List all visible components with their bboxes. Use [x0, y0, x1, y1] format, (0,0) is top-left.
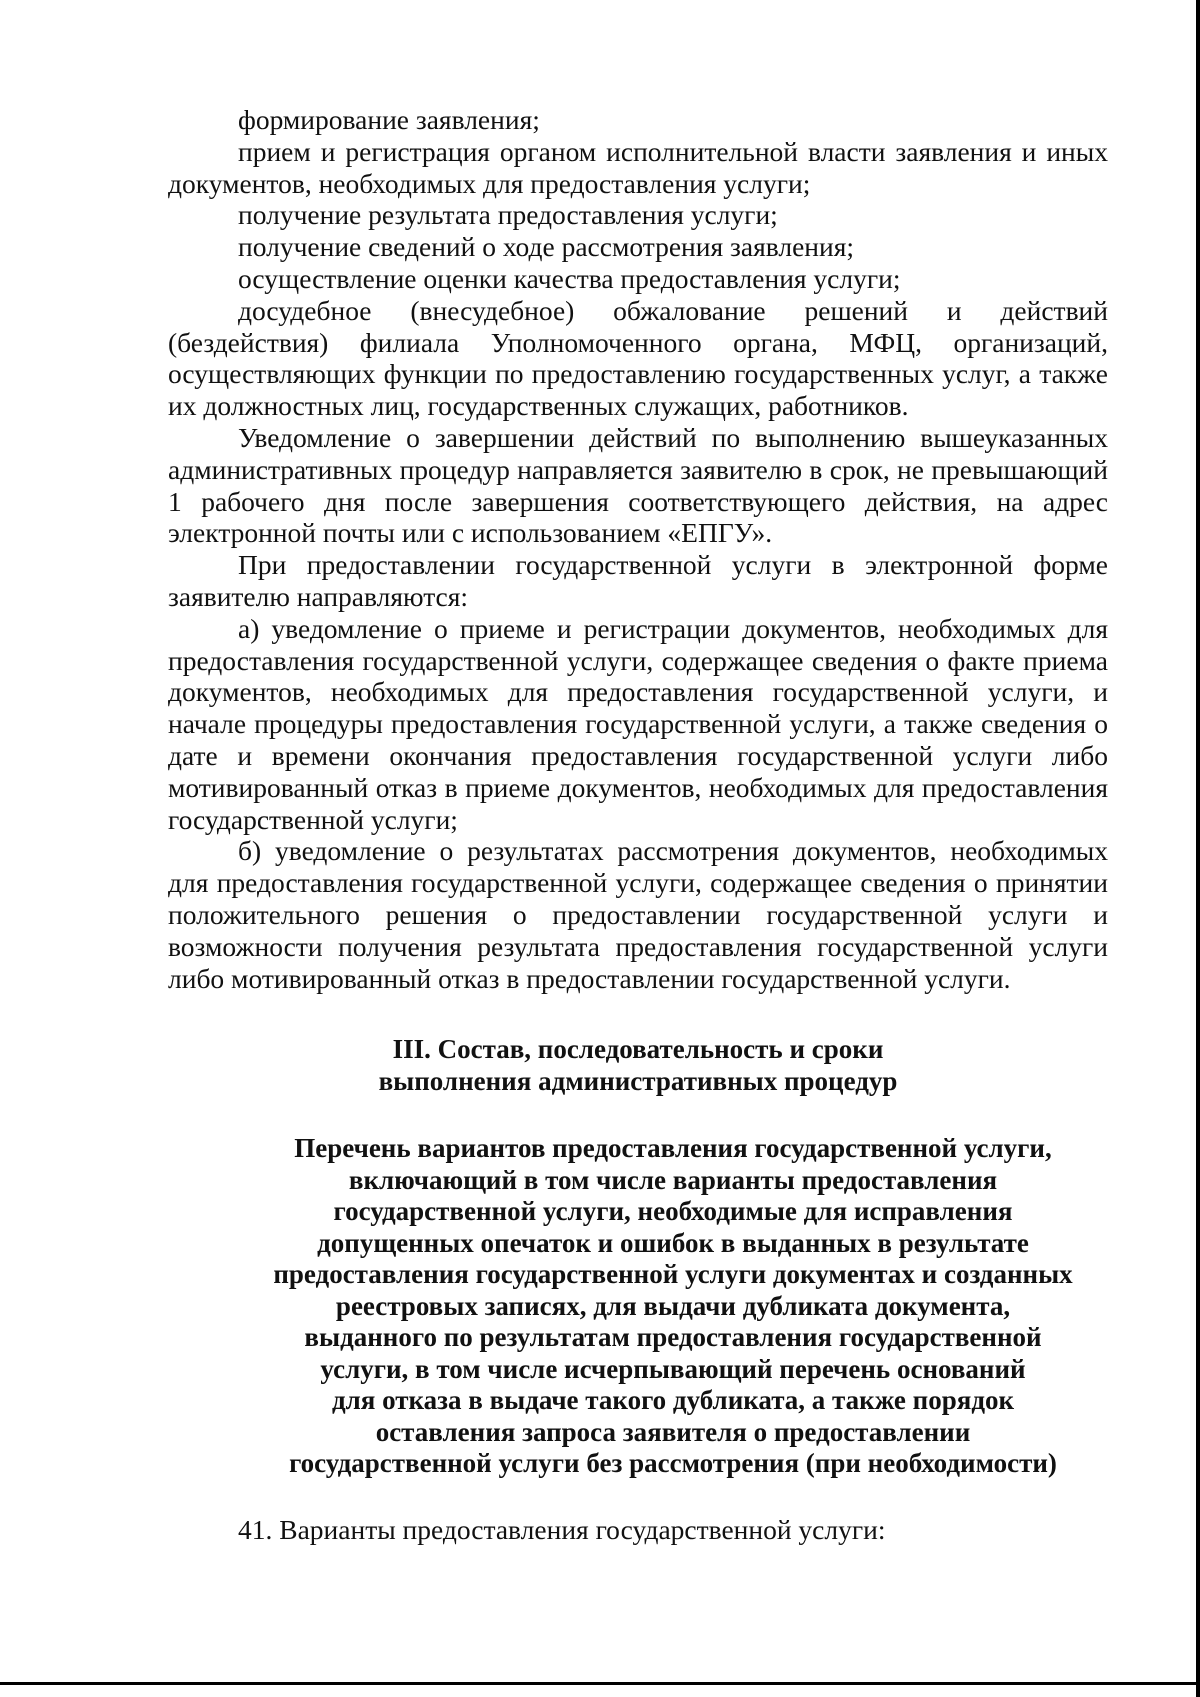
document-body	[168, 104, 1108, 994]
subsection-heading-line: для отказа в выдаче такого дубликата, а также порядок	[331, 1385, 1015, 1416]
subsection-heading-line: государственной услуги, необходимые для исправления	[333, 1196, 1013, 1227]
paragraph-item-a: а) уведомление о приеме и регистрации документов, необходимых для предоставления государственной услуги, содержащее сведения о факте приема документов, необходимых для предоставления государственной услуги, и начале процедуры предоставления государственной услуги, а также сведения о дате и времени окончания предоставления государственной услуги либо мотивированный отказ в приеме документов, необходимых для предоставления государственной услуги;	[168, 612, 1108, 835]
subsection-heading	[168, 1133, 1108, 1480]
paragraph-electronic-form: При предоставлении государственной услуги в электронной форме заявителю направляются:	[168, 549, 1108, 612]
scan-border-right	[1196, 0, 1200, 1697]
item-41: 41. Варианты предоставления государственной услуги:	[238, 1513, 886, 1545]
subsection-heading-line: предоставления государственной услуги документах и созданных	[273, 1259, 1073, 1290]
subsection-heading-line: включающий в том числе варианты предоставления	[348, 1164, 998, 1195]
paragraph-forming-application: формирование заявления;	[238, 104, 540, 135]
subsection-heading-line: допущенных опечаток и ошибок в выданных в результате	[317, 1227, 1029, 1258]
subsection-heading-line: Перечень вариантов предоставления государственной услуги,	[294, 1133, 1052, 1164]
subsection-heading-line: реестровых записях, для выдачи дубликата документа,	[335, 1290, 1011, 1321]
document-page	[168, 104, 1108, 1546]
subsection-heading-line: выданного по результатам предоставления государственной	[304, 1322, 1042, 1353]
section-heading	[168, 1034, 1108, 1097]
paragraph-item-b: б) уведомление о результатах рассмотрения документов, необходимых для предоставления государственной услуги, содержащее сведения о принятии положительного решения о предоставлении государственной услуги и возможности получения результата предоставления государственной услуги либо мотивированный отказ в предоставлении государственной услуги.	[168, 835, 1108, 994]
paragraph-reception-registration: прием и регистрация органом исполнительной власти заявления и иных документов, необходимых для предоставления услуги;	[168, 135, 1108, 199]
paragraph-getting-result: получение результата предоставления услуги;	[238, 199, 778, 231]
subsection-heading-line: услуги, в том числе исчерпывающий перечень оснований	[320, 1353, 1026, 1384]
scan-border-bottom	[0, 1682, 1200, 1685]
paragraph-completion-notice: Уведомление о завершении действий по выполнению вышеуказанных административных процедур направляется заявителю в срок, не превышающий 1 рабочего дня после завершения соответствующего действия, на адрес электронной почты или с использованием «ЕПГУ».	[168, 421, 1108, 549]
paragraph-quality-assessment: осуществление оценки качества предоставления услуги;	[238, 262, 901, 294]
subsection-heading-line: государственной услуги без рассмотрения (при необходимости)	[289, 1448, 1057, 1479]
paragraph-progress-info: получение сведений о ходе рассмотрения заявления;	[238, 231, 854, 263]
section-heading-line: выполнения административных процедур	[378, 1065, 898, 1096]
subsection-heading-line: оставления запроса заявителя о предоставлении	[375, 1416, 971, 1447]
paragraph-pretrial-appeal: досудебное (внесудебное) обжалование решений и действий (бездействия) филиала Уполномоченного органа, МФЦ, организаций, осуществляющих функции по предоставлению государственных услуг, а также их должностных лиц, государственных служащих, работников.	[168, 294, 1108, 422]
section-heading-line: III. Состав, последовательность и сроки	[392, 1034, 884, 1065]
